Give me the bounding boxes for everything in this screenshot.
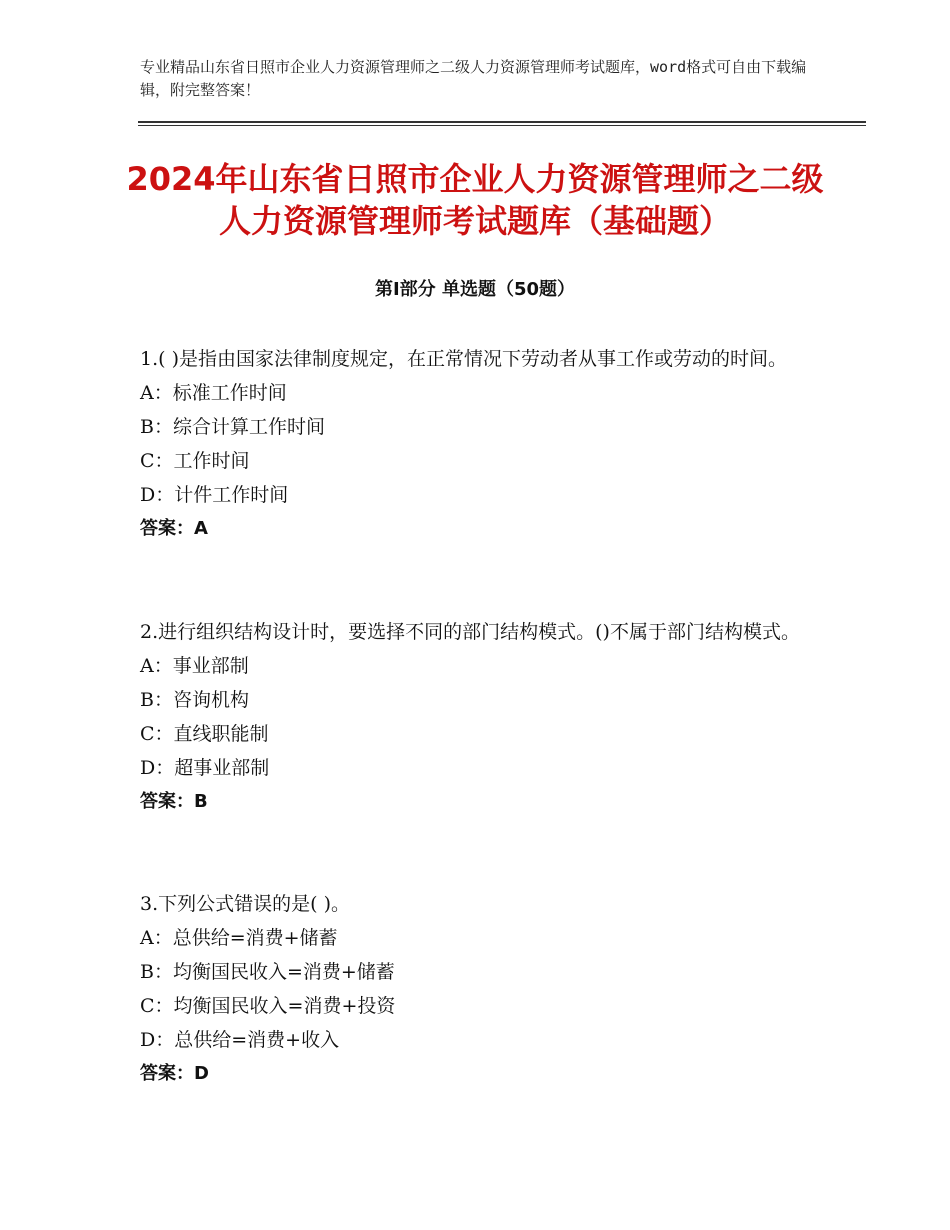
option-d: D：超事业部制 bbox=[140, 757, 270, 779]
question-stem: 3.下列公式错误的是( )。 bbox=[140, 893, 350, 915]
option-a: A：事业部制 bbox=[140, 655, 249, 677]
option-b: B：咨询机构 bbox=[140, 689, 249, 711]
document-header-note: 专业精品山东省日照市企业人力资源管理师之二级人力资源管理师考试题库，word格式可自由下载编辑，附完整答案！ bbox=[140, 58, 807, 99]
answer: 答案：A bbox=[140, 518, 208, 539]
option-a: A：总供给=消费+储蓄 bbox=[140, 927, 338, 949]
option-d: D：总供给=消费+收入 bbox=[140, 1029, 340, 1051]
question-1 bbox=[140, 343, 820, 546]
option-c: C：直线职能制 bbox=[140, 723, 269, 745]
answer: 答案：D bbox=[140, 1063, 209, 1084]
document-title: 2024年山东省日照市企业人力资源管理师之二级人力资源管理师考试题库（基础题） bbox=[126, 160, 824, 240]
option-b: B：均衡国民收入=消费+储蓄 bbox=[140, 961, 395, 983]
question-2 bbox=[140, 616, 820, 819]
option-b: B：综合计算工作时间 bbox=[140, 416, 325, 438]
option-a: A：标准工作时间 bbox=[140, 382, 287, 404]
question-stem: 2.进行组织结构设计时，要选择不同的部门结构模式。()不属于部门结构模式。 bbox=[140, 621, 800, 643]
section-heading: 第Ⅰ部分 单选题（50题） bbox=[374, 279, 575, 300]
question-stem: 1.( )是指由国家法律制度规定，在正常情况下劳动者从事工作或劳动的时间。 bbox=[140, 348, 787, 370]
answer: 答案：B bbox=[140, 791, 208, 812]
option-c: C：工作时间 bbox=[140, 450, 250, 472]
question-3 bbox=[140, 888, 820, 1091]
header-rule-thick bbox=[138, 121, 866, 123]
header-rule-thin bbox=[138, 125, 866, 126]
option-d: D：计件工作时间 bbox=[140, 484, 289, 506]
option-c: C：均衡国民收入=消费+投资 bbox=[140, 995, 396, 1017]
